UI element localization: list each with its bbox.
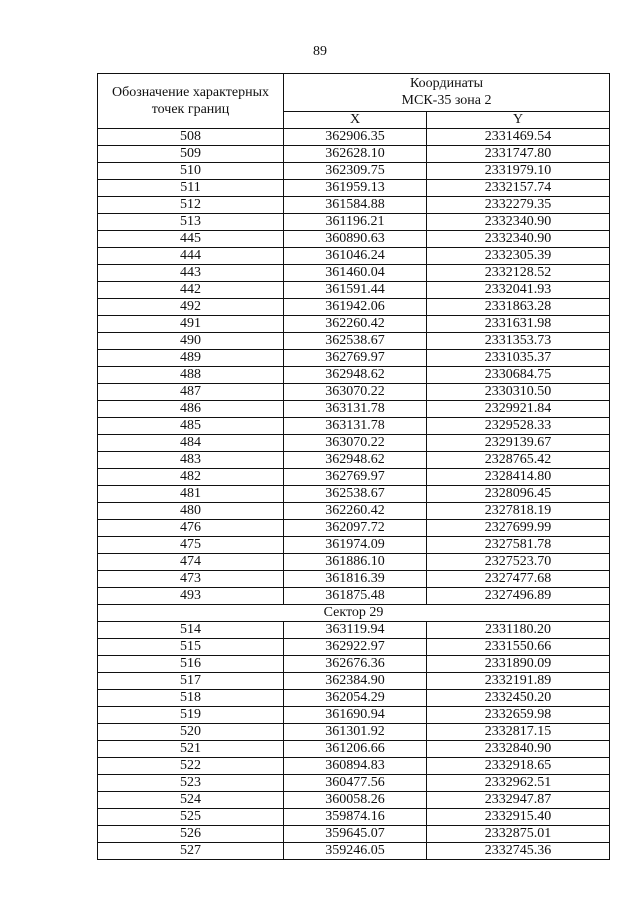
x-coordinate-cell: 362054.29 bbox=[284, 690, 427, 707]
table-row bbox=[98, 316, 610, 333]
point-number-cell: 487 bbox=[98, 384, 284, 401]
point-number-cell: 515 bbox=[98, 639, 284, 656]
point-number-cell: 492 bbox=[98, 299, 284, 316]
point-number-cell: 511 bbox=[98, 180, 284, 197]
x-coordinate-cell: 361816.39 bbox=[284, 571, 427, 588]
table-row bbox=[98, 792, 610, 809]
y-coordinate-cell: 2332279.35 bbox=[427, 197, 610, 214]
x-coordinate-cell: 362260.42 bbox=[284, 316, 427, 333]
x-coordinate-cell: 360058.26 bbox=[284, 792, 427, 809]
table-row bbox=[98, 265, 610, 282]
y-coordinate-cell: 2331035.37 bbox=[427, 350, 610, 367]
y-coordinate-cell: 2332840.90 bbox=[427, 741, 610, 758]
x-coordinate-cell: 363119.94 bbox=[284, 622, 427, 639]
point-number-cell: 444 bbox=[98, 248, 284, 265]
table-row bbox=[98, 656, 610, 673]
y-coordinate-cell: 2332817.15 bbox=[427, 724, 610, 741]
point-number-cell: 508 bbox=[98, 129, 284, 146]
point-number-cell: 512 bbox=[98, 197, 284, 214]
table-row bbox=[98, 384, 610, 401]
table-row bbox=[98, 588, 610, 605]
table-row bbox=[98, 129, 610, 146]
coordinate-system-label: МСК-35 зона 2 bbox=[401, 93, 492, 109]
x-coordinate-cell: 362538.67 bbox=[284, 486, 427, 503]
point-number-cell: 443 bbox=[98, 265, 284, 282]
x-coordinate-cell: 362260.42 bbox=[284, 503, 427, 520]
y-coordinate-cell: 2328414.80 bbox=[427, 469, 610, 486]
table-body bbox=[98, 129, 610, 860]
point-number-cell: 474 bbox=[98, 554, 284, 571]
table-row bbox=[98, 809, 610, 826]
y-coordinate-cell: 2331469.54 bbox=[427, 129, 610, 146]
table-row bbox=[98, 435, 610, 452]
table-row bbox=[98, 571, 610, 588]
x-coordinate-cell: 361046.24 bbox=[284, 248, 427, 265]
point-number-cell: 517 bbox=[98, 673, 284, 690]
point-number-cell: 510 bbox=[98, 163, 284, 180]
y-coordinate-cell: 2331863.28 bbox=[427, 299, 610, 316]
y-coordinate-cell: 2329139.67 bbox=[427, 435, 610, 452]
x-coordinate-cell: 362948.62 bbox=[284, 367, 427, 384]
x-coordinate-cell: 361690.94 bbox=[284, 707, 427, 724]
point-number-cell: 476 bbox=[98, 520, 284, 537]
table-row bbox=[98, 741, 610, 758]
point-number-cell: 489 bbox=[98, 350, 284, 367]
point-number-cell: 509 bbox=[98, 146, 284, 163]
x-coordinate-cell: 359246.05 bbox=[284, 843, 427, 860]
y-coordinate-cell: 2331180.20 bbox=[427, 622, 610, 639]
table-row bbox=[98, 180, 610, 197]
point-number-cell: 520 bbox=[98, 724, 284, 741]
x-coordinate-cell: 362309.75 bbox=[284, 163, 427, 180]
point-number-cell: 524 bbox=[98, 792, 284, 809]
table-row bbox=[98, 350, 610, 367]
x-coordinate-cell: 361584.88 bbox=[284, 197, 427, 214]
x-coordinate-cell: 362097.72 bbox=[284, 520, 427, 537]
y-coordinate-cell: 2331979.10 bbox=[427, 163, 610, 180]
point-number-cell: 493 bbox=[98, 588, 284, 605]
x-coordinate-cell: 361196.21 bbox=[284, 214, 427, 231]
y-coordinate-cell: 2332041.93 bbox=[427, 282, 610, 299]
x-coordinate-cell: 360894.83 bbox=[284, 758, 427, 775]
table-row bbox=[98, 826, 610, 843]
table-row bbox=[98, 622, 610, 639]
y-coordinate-cell: 2330310.50 bbox=[427, 384, 610, 401]
point-number-cell: 442 bbox=[98, 282, 284, 299]
y-coordinate-cell: 2329921.84 bbox=[427, 401, 610, 418]
x-coordinate-cell: 363070.22 bbox=[284, 435, 427, 452]
sector-row bbox=[98, 605, 610, 622]
x-coordinate-cell: 361886.10 bbox=[284, 554, 427, 571]
point-number-cell: 488 bbox=[98, 367, 284, 384]
y-coordinate-cell: 2332340.90 bbox=[427, 231, 610, 248]
y-coordinate-cell: 2327699.99 bbox=[427, 520, 610, 537]
x-coordinate-cell: 362906.35 bbox=[284, 129, 427, 146]
y-coordinate-cell: 2332875.01 bbox=[427, 826, 610, 843]
point-number-cell: 473 bbox=[98, 571, 284, 588]
y-coordinate-cell: 2332340.90 bbox=[427, 214, 610, 231]
y-coordinate-cell: 2331550.66 bbox=[427, 639, 610, 656]
x-coordinate-cell: 362769.97 bbox=[284, 350, 427, 367]
y-coordinate-cell: 2332128.52 bbox=[427, 265, 610, 282]
coordinates-title: Координаты bbox=[410, 76, 483, 92]
table-row bbox=[98, 554, 610, 571]
table-row bbox=[98, 367, 610, 384]
y-coordinate-cell: 2332915.40 bbox=[427, 809, 610, 826]
table-row bbox=[98, 163, 610, 180]
y-coordinate-cell: 2328096.45 bbox=[427, 486, 610, 503]
y-coordinate-cell: 2332745.36 bbox=[427, 843, 610, 860]
point-number-cell: 522 bbox=[98, 758, 284, 775]
table-row bbox=[98, 673, 610, 690]
y-coordinate-cell: 2332157.74 bbox=[427, 180, 610, 197]
y-coordinate-cell: 2332659.98 bbox=[427, 707, 610, 724]
x-coordinate-cell: 359874.16 bbox=[284, 809, 427, 826]
y-coordinate-cell: 2332947.87 bbox=[427, 792, 610, 809]
point-number-cell: 519 bbox=[98, 707, 284, 724]
x-coordinate-cell: 363070.22 bbox=[284, 384, 427, 401]
y-coordinate-cell: 2327523.70 bbox=[427, 554, 610, 571]
y-coordinate-cell: 2327818.19 bbox=[427, 503, 610, 520]
y-coordinate-cell: 2332450.20 bbox=[427, 690, 610, 707]
y-coordinate-cell: 2328765.42 bbox=[427, 452, 610, 469]
y-coordinate-cell: 2332305.39 bbox=[427, 248, 610, 265]
table-row bbox=[98, 486, 610, 503]
y-coordinate-cell: 2327581.78 bbox=[427, 537, 610, 554]
y-coordinate-cell: 2331631.98 bbox=[427, 316, 610, 333]
point-number-cell: 491 bbox=[98, 316, 284, 333]
table-row bbox=[98, 639, 610, 656]
y-coordinate-cell: 2331353.73 bbox=[427, 333, 610, 350]
table-row bbox=[98, 452, 610, 469]
point-number-cell: 482 bbox=[98, 469, 284, 486]
point-number-cell: 514 bbox=[98, 622, 284, 639]
point-number-cell: 481 bbox=[98, 486, 284, 503]
point-number-cell: 484 bbox=[98, 435, 284, 452]
table-row bbox=[98, 231, 610, 248]
table-row bbox=[98, 401, 610, 418]
x-coordinate-cell: 361301.92 bbox=[284, 724, 427, 741]
x-coordinate-cell: 361974.09 bbox=[284, 537, 427, 554]
table-row bbox=[98, 775, 610, 792]
table-row bbox=[98, 758, 610, 775]
point-number-cell: 516 bbox=[98, 656, 284, 673]
table-row bbox=[98, 282, 610, 299]
page-number: 89 bbox=[313, 44, 327, 59]
table-row bbox=[98, 537, 610, 554]
table-row bbox=[98, 469, 610, 486]
y-coordinate-cell: 2327496.89 bbox=[427, 588, 610, 605]
table-row bbox=[98, 503, 610, 520]
x-coordinate-cell: 361942.06 bbox=[284, 299, 427, 316]
point-number-cell: 486 bbox=[98, 401, 284, 418]
y-coordinate-cell: 2331747.80 bbox=[427, 146, 610, 163]
x-coordinate-cell: 361959.13 bbox=[284, 180, 427, 197]
y-coordinate-cell: 2332191.89 bbox=[427, 673, 610, 690]
point-number-cell: 518 bbox=[98, 690, 284, 707]
x-coordinate-cell: 359645.07 bbox=[284, 826, 427, 843]
y-coordinate-cell: 2327477.68 bbox=[427, 571, 610, 588]
x-coordinate-cell: 362922.97 bbox=[284, 639, 427, 656]
table-row bbox=[98, 690, 610, 707]
point-number-cell: 525 bbox=[98, 809, 284, 826]
table-row bbox=[98, 707, 610, 724]
x-column-header: X bbox=[284, 111, 427, 128]
table-row bbox=[98, 724, 610, 741]
coordinates-header bbox=[284, 74, 610, 112]
table-row bbox=[98, 197, 610, 214]
point-number-cell: 485 bbox=[98, 418, 284, 435]
sector-label: Сектор 29 bbox=[98, 605, 610, 622]
table-row bbox=[98, 418, 610, 435]
point-number-cell: 490 bbox=[98, 333, 284, 350]
table-row bbox=[98, 146, 610, 163]
table-row bbox=[98, 843, 610, 860]
table-row bbox=[98, 214, 610, 231]
table-row bbox=[98, 299, 610, 316]
point-number-cell: 445 bbox=[98, 231, 284, 248]
x-coordinate-cell: 363131.78 bbox=[284, 401, 427, 418]
y-column-header: Y bbox=[427, 111, 610, 128]
y-coordinate-cell: 2330684.75 bbox=[427, 367, 610, 384]
x-coordinate-cell: 361460.04 bbox=[284, 265, 427, 282]
point-number-cell: 527 bbox=[98, 843, 284, 860]
x-coordinate-cell: 361206.66 bbox=[284, 741, 427, 758]
x-coordinate-cell: 361591.44 bbox=[284, 282, 427, 299]
x-coordinate-cell: 362676.36 bbox=[284, 656, 427, 673]
x-coordinate-cell: 361875.48 bbox=[284, 588, 427, 605]
point-number-cell: 513 bbox=[98, 214, 284, 231]
table-row bbox=[98, 333, 610, 350]
y-coordinate-cell: 2332918.65 bbox=[427, 758, 610, 775]
y-coordinate-cell: 2332962.51 bbox=[427, 775, 610, 792]
x-coordinate-cell: 363131.78 bbox=[284, 418, 427, 435]
table-row bbox=[98, 248, 610, 265]
point-number-cell: 521 bbox=[98, 741, 284, 758]
point-number-cell: 480 bbox=[98, 503, 284, 520]
x-coordinate-cell: 360890.63 bbox=[284, 231, 427, 248]
x-coordinate-cell: 362538.67 bbox=[284, 333, 427, 350]
y-coordinate-cell: 2329528.33 bbox=[427, 418, 610, 435]
x-coordinate-cell: 362769.97 bbox=[284, 469, 427, 486]
x-coordinate-cell: 362384.90 bbox=[284, 673, 427, 690]
coordinates-table bbox=[97, 73, 610, 860]
y-coordinate-cell: 2331890.09 bbox=[427, 656, 610, 673]
point-number-cell: 526 bbox=[98, 826, 284, 843]
point-number-cell: 483 bbox=[98, 452, 284, 469]
point-number-cell: 475 bbox=[98, 537, 284, 554]
point-designation-header: Обозначение характерных точек границ bbox=[98, 74, 284, 129]
x-coordinate-cell: 360477.56 bbox=[284, 775, 427, 792]
x-coordinate-cell: 362948.62 bbox=[284, 452, 427, 469]
x-coordinate-cell: 362628.10 bbox=[284, 146, 427, 163]
table-row bbox=[98, 520, 610, 537]
point-number-cell: 523 bbox=[98, 775, 284, 792]
